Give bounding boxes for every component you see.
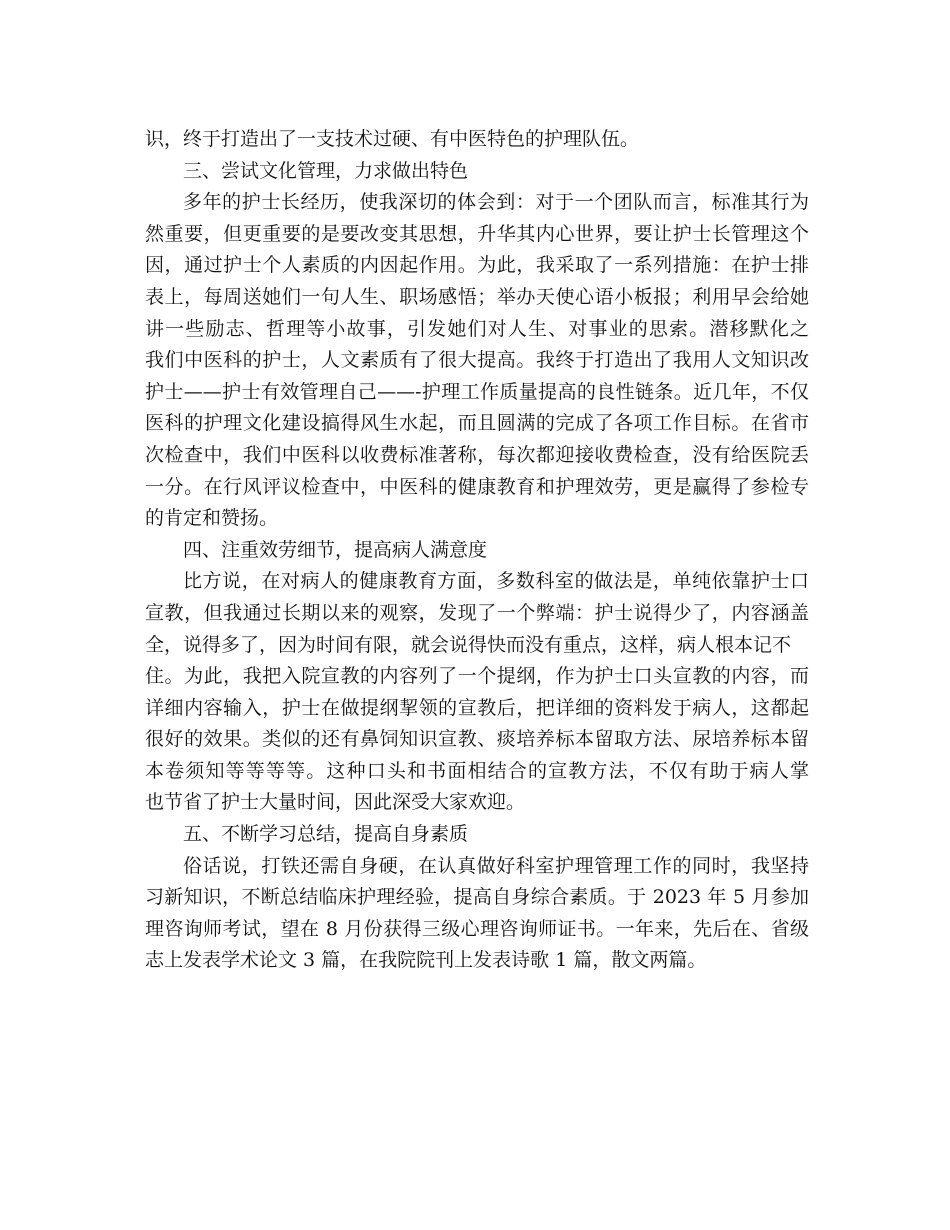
text-line: 讲一些励志、哲理等小故事，引发她们对人生、对事业的思索。潜移默化之 bbox=[145, 317, 809, 340]
section-heading: 三、尝试文化管理，力求做出特色 bbox=[183, 159, 469, 182]
text-line: 志上发表学术论文 3 篇，在我院院刊上发表诗歌 1 篇，散文两篇。 bbox=[145, 949, 707, 972]
text-line: 表上，每周送她们一句人生、职场感悟；举办天使心语小板报；利用早会给她 bbox=[145, 285, 809, 308]
text-line: 本卷须知等等等等。这种口头和书面相结合的宣教方法，不仅有助于病人掌 bbox=[145, 759, 809, 782]
text-line: 理咨询师考试，望在 8 月份获得三级心理咨询师证书。一年来，先后在、省级 bbox=[145, 917, 809, 940]
section-heading: 四、注重效劳细节，提高病人满意度 bbox=[183, 538, 488, 561]
text-line: 很好的效果。类似的还有鼻饲知识宣教、痰培养标本留取方法、尿培养标本留 bbox=[145, 728, 809, 751]
text-line: 因，通过护士个人素质的内因起作用。为此，我采取了一系列措施：在护士排 bbox=[145, 254, 809, 277]
text-line: 护士——护士有效管理自己——-护理工作质量提高的良性链条。近几年，不仅 bbox=[145, 380, 809, 403]
document-page bbox=[145, 124, 809, 977]
text-line: 宣教，但我通过长期以来的观察，发现了一个弊端：护士说得少了，内容涵盖 bbox=[145, 601, 809, 624]
text-line: 全，说得多了，因为时间有限，就会说得快而没有重点，这样，病人根本记不 bbox=[145, 633, 792, 656]
text-line: 习新知识，不断总结临床护理经验，提高自身综合素质。于 2023 年 5 月参加 bbox=[145, 886, 809, 909]
text-line: 次检查中，我们中医科以收费标准著称，每次都迎接收费检查，没有给医院丢 bbox=[145, 443, 809, 466]
text-line: 比方说，在对病人的健康教育方面，多数科室的做法是，单纯依靠护士口 bbox=[183, 570, 809, 593]
text-line: 医科的护理文化建设搞得风生水起，而且圆满的完成了各项工作目标。在省市 bbox=[145, 412, 809, 435]
text-line: 然重要，但更重要的是要改变其思想，升华其内心世界，要让护士长管理这个 bbox=[145, 222, 809, 245]
text-line: 详细内容输入，护士在做提纲挈领的宣教后，把详细的资料发于病人，这都起 bbox=[145, 696, 809, 719]
text-line: 我们中医科的护士，人文素质有了很大提高。我终于打造出了我用人文知识改 bbox=[145, 349, 809, 372]
text-line: 俗话说，打铁还需自身硬，在认真做好科室护理管理工作的同时，我坚持 bbox=[183, 854, 809, 877]
text-line: 多年的护士长经历，使我深切的体会到：对于一个团队而言，标准其行为 bbox=[183, 191, 809, 214]
text-line: 识，终于打造出了一支技术过硬、有中医特色的护理队伍。 bbox=[145, 128, 640, 150]
section-heading: 五、不断学习总结，提高自身素质 bbox=[183, 823, 469, 846]
text-line: 住。为此，我把入院宣教的内容列了一个提纲，作为护士口头宣教的内容，而 bbox=[145, 665, 809, 688]
text-line: 一分。在行风评议检查中，中医科的健康教育和护理效劳，更是赢得了参检专 bbox=[145, 475, 809, 498]
text-line: 的肯定和赞扬。 bbox=[145, 507, 279, 530]
text-line: 也节省了护士大量时间，因此深受大家欢迎。 bbox=[145, 791, 526, 814]
